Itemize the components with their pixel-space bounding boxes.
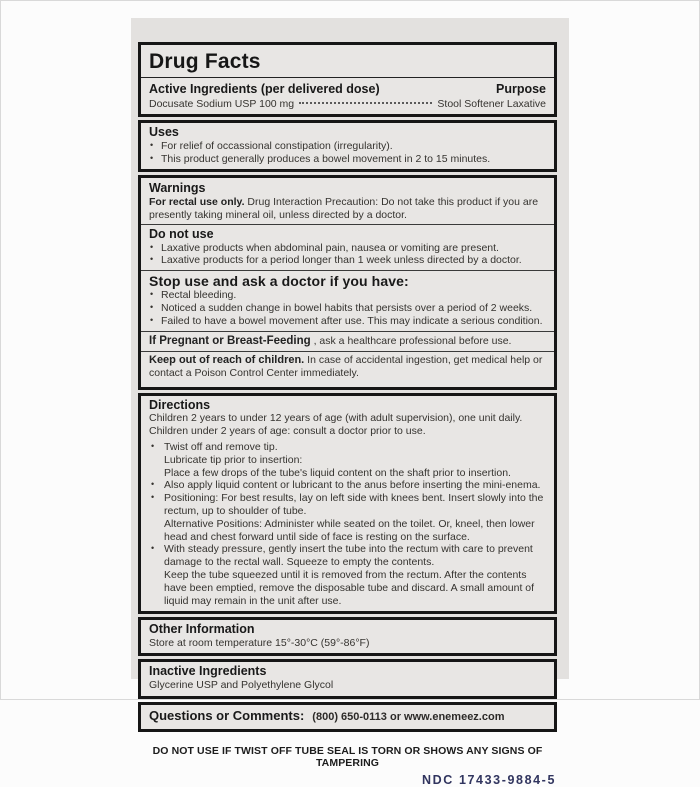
active-ingredients-heading: Active Ingredients (per delivered dose) — [149, 82, 380, 96]
directions-intro-line: Children 2 years to under 12 years of age (with adult supervision), one unit daily. — [149, 412, 523, 425]
inactive-ingredients-text: Glycerine USP and Polyethylene Glycol — [149, 678, 334, 691]
stop-use-bullet-text: Noticed a sudden change in bowel habits that persists over a period of 2 weeks. — [161, 302, 533, 315]
inactive-ingredients-heading: Inactive Ingredients — [149, 664, 267, 679]
directions-step-text: With steady pressure, gently insert the tube into the rectum with care to prevent damage to the rectal wall. Squeeze to empty the contents. — [164, 543, 533, 569]
do-not-use-bullet-text: Laxative products when abdominal pain, nausea or vomiting are present. — [161, 241, 499, 254]
bullet-icon: • — [150, 314, 154, 325]
stop-use-bullet — [149, 315, 546, 328]
stop-use-subsection — [141, 272, 554, 331]
bullet-spacer — [149, 454, 164, 467]
directions-box — [138, 393, 557, 614]
other-information-box — [138, 617, 557, 656]
bullet-spacer — [149, 569, 164, 607]
warnings-heading: Warnings — [149, 181, 206, 196]
directions-heading: Directions — [149, 397, 211, 412]
do-not-use-bullet — [149, 242, 546, 255]
ndc-number: NDC 17433-9884-5 — [422, 772, 556, 787]
rectal-use-bold: For rectal use only. — [149, 195, 245, 208]
bullet-icon: • — [151, 543, 155, 554]
do-not-use-subsection — [141, 226, 554, 271]
children-warning — [141, 353, 554, 383]
uses-heading: Uses — [149, 125, 179, 140]
other-information-heading: Other Information — [149, 622, 255, 637]
do-not-use-bullet — [149, 254, 546, 267]
stop-use-bullet — [149, 302, 546, 315]
directions-steps — [149, 441, 546, 607]
rectal-use-text — [149, 196, 546, 222]
warnings-box — [138, 175, 557, 390]
children-warning-bold: Keep out of reach of children. — [149, 353, 305, 366]
directions-intro-line: Children under 2 years of age: consult a doctor prior to use. — [149, 425, 426, 438]
drug-label-panel — [131, 18, 569, 787]
bullet-spacer — [149, 467, 164, 480]
warnings-main-subsection — [141, 180, 554, 225]
active-ingredients-header-row — [149, 82, 546, 96]
bullet-icon: • — [151, 440, 155, 451]
rectal-use-body: Drug Interaction Precaution: Do not take this product if you are presently taking mineral oil, unless directed by a doctor. — [149, 195, 539, 221]
uses-bullet — [149, 153, 546, 166]
directions-step — [149, 441, 546, 454]
directions-step-text: Twist off and remove tip. — [164, 440, 278, 453]
directions-step-text: Lubricate tip prior to insertion: — [164, 453, 303, 466]
bullet-icon: • — [150, 139, 154, 150]
bullet-icon: • — [150, 289, 154, 300]
children-warning-text: In case of accidental ingestion, get medical help or contact a Poison Control Center immediately. — [149, 353, 543, 380]
uses-bullet-text: This product generally produces a bowel movement in 2 to 15 minutes. — [161, 152, 491, 165]
questions-contact-text: (800) 650-0113 or www.enemeez.com — [312, 710, 505, 723]
directions-step — [149, 479, 546, 492]
directions-step-text: Positioning: For best results, lay on left side with knees bent. Insert slowly into the rectum, up to shoulder of tube. — [164, 492, 544, 517]
inactive-ingredients-box — [138, 659, 557, 698]
bullet-icon: • — [150, 152, 154, 163]
directions-step — [149, 454, 546, 467]
drug-facts-header-box — [138, 42, 557, 117]
ingredient-name: Docusate Sodium USP 100 mg — [149, 98, 295, 111]
bullet-icon: • — [151, 479, 155, 490]
do-not-use-heading: Do not use — [149, 227, 214, 242]
bullet-spacer — [149, 518, 164, 544]
directions-step — [149, 467, 546, 480]
directions-step — [149, 492, 546, 518]
tamper-warning-text: DO NOT USE IF TWIST OFF TUBE SEAL IS TORN OR SHOWS ANY SIGNS OF TAMPERING — [152, 744, 543, 769]
stop-use-bullet-text: Rectal bleeding. — [161, 289, 237, 302]
questions-row — [149, 707, 546, 725]
questions-box — [138, 702, 557, 732]
storage-text: Store at room temperature 15°-30°C (59°-86°F) — [149, 636, 370, 649]
bullet-icon: • — [151, 492, 155, 503]
directions-step-text: Place a few drops of the tube's liquid content on the shaft prior to insertion. — [164, 466, 511, 479]
directions-step — [149, 543, 546, 569]
bullet-icon: • — [150, 254, 154, 265]
directions-step — [149, 518, 546, 544]
do-not-use-bullet-text: Laxative products for a period longer than 1 week unless directed by a doctor. — [161, 254, 522, 267]
uses-bullet-text: For relief of occassional constipation (irregularity). — [161, 139, 393, 152]
directions-step-text: Also apply liquid content or lubricant to the anus before inserting the mini-enema. — [164, 479, 541, 492]
bullet-icon: • — [150, 302, 154, 313]
uses-box — [138, 120, 557, 172]
directions-step-text: Alternative Positions: Administer while seated on the toilet. Or, kneel, then lower head and chest forward until side of face is resting on the surface. — [164, 517, 535, 543]
stop-use-heading: Stop use and ask a doctor if you have: — [149, 273, 409, 290]
stop-use-bullet — [149, 289, 546, 302]
dotted-leader — [299, 102, 432, 104]
bullet-icon: • — [150, 241, 154, 252]
questions-heading: Questions or Comments: — [149, 707, 305, 723]
pregnant-warning-text: , ask a healthcare professional before use. — [313, 334, 512, 347]
directions-step — [149, 569, 546, 607]
uses-bullet — [149, 140, 546, 153]
ingredient-row — [149, 98, 546, 110]
pregnant-warning — [141, 333, 554, 352]
purpose-heading: Purpose — [495, 82, 546, 96]
stop-use-bullet-text: Failed to have a bowel movement after use. This may indicate a serious condition. — [161, 314, 543, 327]
title-divider — [141, 77, 554, 78]
ingredient-purpose: Stool Softener Laxative — [437, 98, 546, 111]
pregnant-warning-bold: If Pregnant or Breast-Feeding — [149, 334, 311, 347]
directions-step-text: Keep the tube squeezed until it is removed from the rectum. After the contents have been emptied, remove the disposable tube and discard. A small amount of liquid may remain in the unit after use. — [164, 568, 535, 607]
drug-facts-title: Drug Facts — [149, 50, 261, 73]
